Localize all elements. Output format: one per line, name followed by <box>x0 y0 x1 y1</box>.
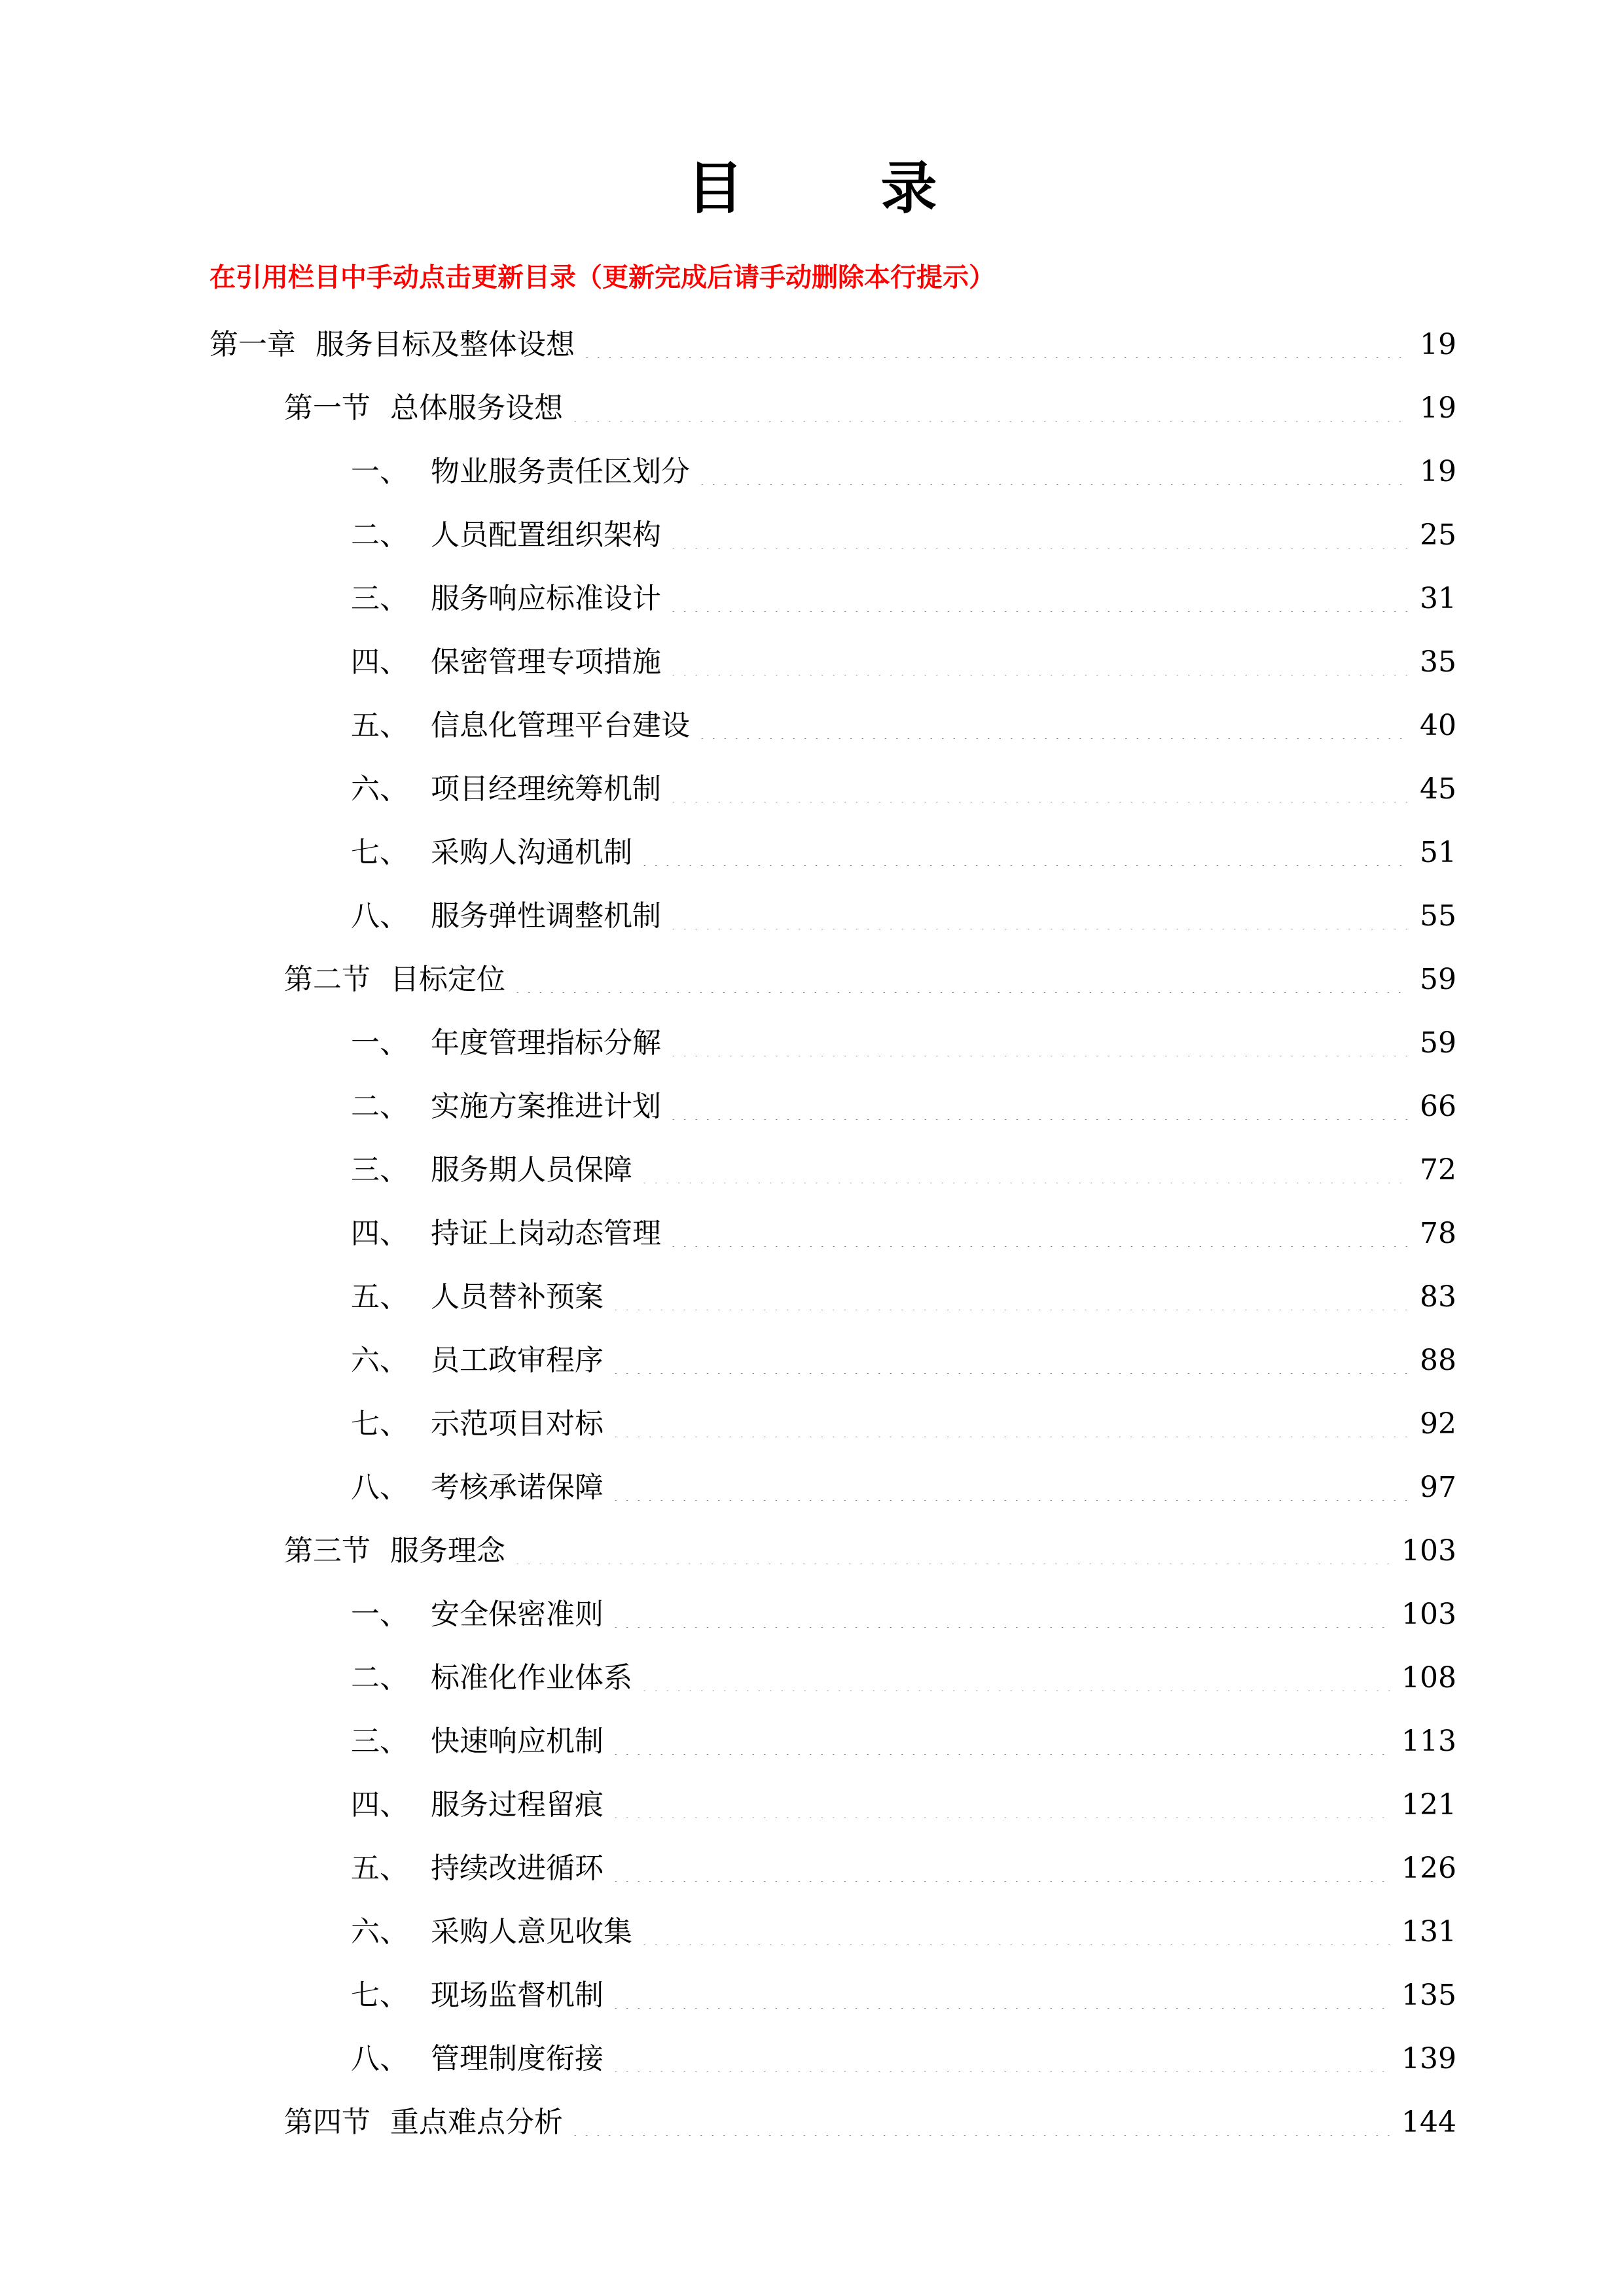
dot-leader <box>668 1221 1409 1247</box>
toc-entry-page: 144 <box>1401 2106 1456 2139</box>
toc-entry-number: 五、 <box>351 709 408 742</box>
toc-entry-number: 一、 <box>351 1026 408 1060</box>
toc-entry-title: 物业服务责任区划分 <box>431 455 690 488</box>
toc-entry-page: 31 <box>1420 582 1456 615</box>
toc-entry-item[interactable] <box>0 630 1624 694</box>
toc-entry-number: 第二节 <box>284 963 370 996</box>
toc-entry-title: 服务期人员保障 <box>431 1153 632 1187</box>
toc-entry-title: 服务过程留痕 <box>431 1788 604 1821</box>
dot-leader <box>668 586 1409 612</box>
toc-entry-title: 标准化作业体系 <box>431 1661 632 1695</box>
dot-leader <box>668 1094 1409 1120</box>
toc-entry-item[interactable] <box>0 567 1624 630</box>
toc-entry-title: 服务理念 <box>390 1534 505 1568</box>
toc-entry-page: 59 <box>1420 1026 1456 1060</box>
dot-leader <box>610 1729 1391 1755</box>
toc-entry-number: 五、 <box>351 1280 408 1314</box>
dot-leader <box>512 967 1409 993</box>
toc-entry-title: 总体服务设想 <box>390 391 563 425</box>
update-toc-instruction: 在引用栏目中手动点击更新目录（更新完成后请手动删除本行提示） <box>209 262 995 293</box>
toc-entry-page: 121 <box>1401 1788 1456 1821</box>
toc-entry-page: 35 <box>1420 645 1456 679</box>
dot-leader <box>668 1030 1409 1056</box>
toc-entry-number: 三、 <box>351 582 408 615</box>
toc-entry-page: 92 <box>1420 1407 1456 1441</box>
toc-entry-number: 六、 <box>351 1915 408 1948</box>
dot-leader <box>610 1475 1409 1501</box>
toc-entry-number: 二、 <box>351 1661 408 1695</box>
toc-entry-item[interactable] <box>0 1900 1624 1964</box>
toc-entry-page: 135 <box>1401 1979 1456 2012</box>
toc-entry-section[interactable] <box>0 2090 1624 2154</box>
toc-entry-page: 72 <box>1420 1153 1456 1187</box>
toc-entry-page: 88 <box>1420 1344 1456 1377</box>
dot-leader <box>610 1348 1409 1374</box>
dot-leader <box>639 840 1409 866</box>
toc-entry-number: 第一节 <box>284 391 370 425</box>
toc-entry-item[interactable] <box>0 1202 1624 1265</box>
dot-leader <box>610 1982 1391 2009</box>
toc-entry-number: 二、 <box>351 518 408 552</box>
toc-entry-section[interactable] <box>0 376 1624 440</box>
toc-entry-item[interactable] <box>0 2027 1624 2090</box>
toc-entry-title: 项目经理统筹机制 <box>431 772 661 806</box>
toc-entry-item[interactable] <box>0 757 1624 821</box>
toc-entry-number: 八、 <box>351 1471 408 1504</box>
toc-entry-section[interactable] <box>0 948 1624 1011</box>
toc-entry-number: 第一章 <box>209 328 296 361</box>
dot-leader <box>668 903 1409 929</box>
toc-entry-item[interactable] <box>0 821 1624 884</box>
toc-entry-page: 55 <box>1420 899 1456 933</box>
toc-entry-item[interactable] <box>0 1011 1624 1075</box>
toc-entry-item[interactable] <box>0 1456 1624 1519</box>
toc-entry-number: 三、 <box>351 1153 408 1187</box>
toc-entry-item[interactable] <box>0 1964 1624 2027</box>
toc-entry-page: 103 <box>1401 1534 1456 1568</box>
dot-leader <box>610 1602 1391 1628</box>
toc-entry-number: 一、 <box>351 1598 408 1631</box>
toc-entry-title: 快速响应机制 <box>431 1725 604 1758</box>
toc-entry-page: 25 <box>1420 518 1456 552</box>
toc-entry-title: 人员配置组织架构 <box>431 518 661 552</box>
toc-entry-number: 八、 <box>351 899 408 933</box>
toc-entry-page: 66 <box>1420 1090 1456 1123</box>
toc-entry-item[interactable] <box>0 1329 1624 1392</box>
toc-entry-title: 采购人沟通机制 <box>431 836 632 869</box>
toc-entry-title: 考核承诺保障 <box>431 1471 604 1504</box>
toc-entry-title: 实施方案推进计划 <box>431 1090 661 1123</box>
dot-leader <box>696 459 1409 485</box>
toc-entry-page: 59 <box>1420 963 1456 996</box>
dot-leader <box>610 1792 1391 1818</box>
toc-entry-number: 五、 <box>351 1852 408 1885</box>
toc-entry-page: 126 <box>1401 1852 1456 1885</box>
toc-entry-page: 19 <box>1420 391 1456 425</box>
dot-leader <box>610 1856 1391 1882</box>
toc-entry-number: 四、 <box>351 1788 408 1821</box>
dot-leader <box>668 649 1409 675</box>
toc-entry-item[interactable] <box>0 503 1624 567</box>
toc-entry-item[interactable] <box>0 1583 1624 1646</box>
dot-leader <box>668 776 1409 802</box>
toc-entry-title: 持证上岗动态管理 <box>431 1217 661 1250</box>
dot-leader <box>610 1284 1409 1310</box>
toc-entry-number: 六、 <box>351 1344 408 1377</box>
toc-entry-title: 人员替补预案 <box>431 1280 604 1314</box>
toc-entry-number: 六、 <box>351 772 408 806</box>
toc-entry-page: 19 <box>1420 455 1456 488</box>
dot-leader <box>696 713 1409 739</box>
toc-entry-number: 四、 <box>351 1217 408 1250</box>
toc-entry-item[interactable] <box>0 694 1624 757</box>
toc-title: 目 录 <box>687 156 996 221</box>
toc-entry-title: 安全保密准则 <box>431 1598 604 1631</box>
toc-entry-page: 45 <box>1420 772 1456 806</box>
toc-entry-item[interactable] <box>0 1075 1624 1138</box>
toc-entry-section[interactable] <box>0 1519 1624 1583</box>
toc-entry-page: 113 <box>1401 1725 1456 1758</box>
toc-entry-page: 97 <box>1420 1471 1456 1504</box>
toc-entry-page: 139 <box>1401 2042 1456 2075</box>
toc-entry-item[interactable] <box>0 1773 1624 1837</box>
toc-entry-title: 年度管理指标分解 <box>431 1026 661 1060</box>
toc-entry-number: 二、 <box>351 1090 408 1123</box>
dot-leader <box>639 1665 1391 1691</box>
toc-entry-title: 服务弹性调整机制 <box>431 899 661 933</box>
toc-entry-item[interactable] <box>0 1392 1624 1456</box>
toc-entry-title: 重点难点分析 <box>390 2106 563 2139</box>
toc-entry-title: 示范项目对标 <box>431 1407 604 1441</box>
toc-entry-page: 131 <box>1401 1915 1456 1948</box>
toc-entry-title: 持续改进循环 <box>431 1852 604 1885</box>
toc-entry-item[interactable] <box>0 440 1624 503</box>
dot-leader <box>639 1919 1391 1945</box>
dot-leader <box>569 395 1409 422</box>
toc-entry-item[interactable] <box>0 1710 1624 1773</box>
toc-entry-number: 七、 <box>351 1407 408 1441</box>
dot-leader <box>512 1538 1391 1564</box>
toc-entry-number: 三、 <box>351 1725 408 1758</box>
toc-entry-title: 服务响应标准设计 <box>431 582 661 615</box>
toc-entry-page: 40 <box>1420 709 1456 742</box>
toc-entry-item[interactable] <box>0 1138 1624 1202</box>
toc-entry-title: 管理制度衔接 <box>431 2042 604 2075</box>
dot-leader <box>569 2109 1391 2136</box>
toc-entry-item[interactable] <box>0 1265 1624 1329</box>
toc-entry-page: 78 <box>1420 1217 1456 1250</box>
toc-entry-number: 一、 <box>351 455 408 488</box>
toc-entry-title: 员工政审程序 <box>431 1344 604 1377</box>
toc-entry-chapter[interactable] <box>0 313 1624 376</box>
toc-entry-page: 108 <box>1401 1661 1456 1695</box>
toc-entry-page: 51 <box>1420 836 1456 869</box>
toc-entry-title: 服务目标及整体设想 <box>316 328 575 361</box>
dot-leader <box>668 522 1409 548</box>
toc-entry-title: 目标定位 <box>390 963 505 996</box>
toc-entry-item[interactable] <box>0 1646 1624 1710</box>
toc-entry-number: 七、 <box>351 836 408 869</box>
toc-entry-page: 83 <box>1420 1280 1456 1314</box>
toc-list <box>0 313 1624 2154</box>
dot-leader <box>639 1157 1409 1183</box>
toc-entry-number: 四、 <box>351 645 408 679</box>
toc-entry-title: 采购人意见收集 <box>431 1915 632 1948</box>
toc-entry-title: 保密管理专项措施 <box>431 645 661 679</box>
toc-entry-title: 现场监督机制 <box>431 1979 604 2012</box>
dot-leader <box>610 2046 1391 2072</box>
toc-entry-item[interactable] <box>0 884 1624 948</box>
toc-entry-number: 第三节 <box>284 1534 370 1568</box>
toc-entry-title: 信息化管理平台建设 <box>431 709 690 742</box>
toc-entry-number: 七、 <box>351 1979 408 2012</box>
dot-leader <box>610 1411 1409 1437</box>
dot-leader <box>581 332 1409 358</box>
toc-entry-number: 第四节 <box>284 2106 370 2139</box>
toc-entry-number: 八、 <box>351 2042 408 2075</box>
toc-entry-page: 19 <box>1420 328 1456 361</box>
toc-entry-page: 103 <box>1401 1598 1456 1631</box>
toc-entry-item[interactable] <box>0 1837 1624 1900</box>
